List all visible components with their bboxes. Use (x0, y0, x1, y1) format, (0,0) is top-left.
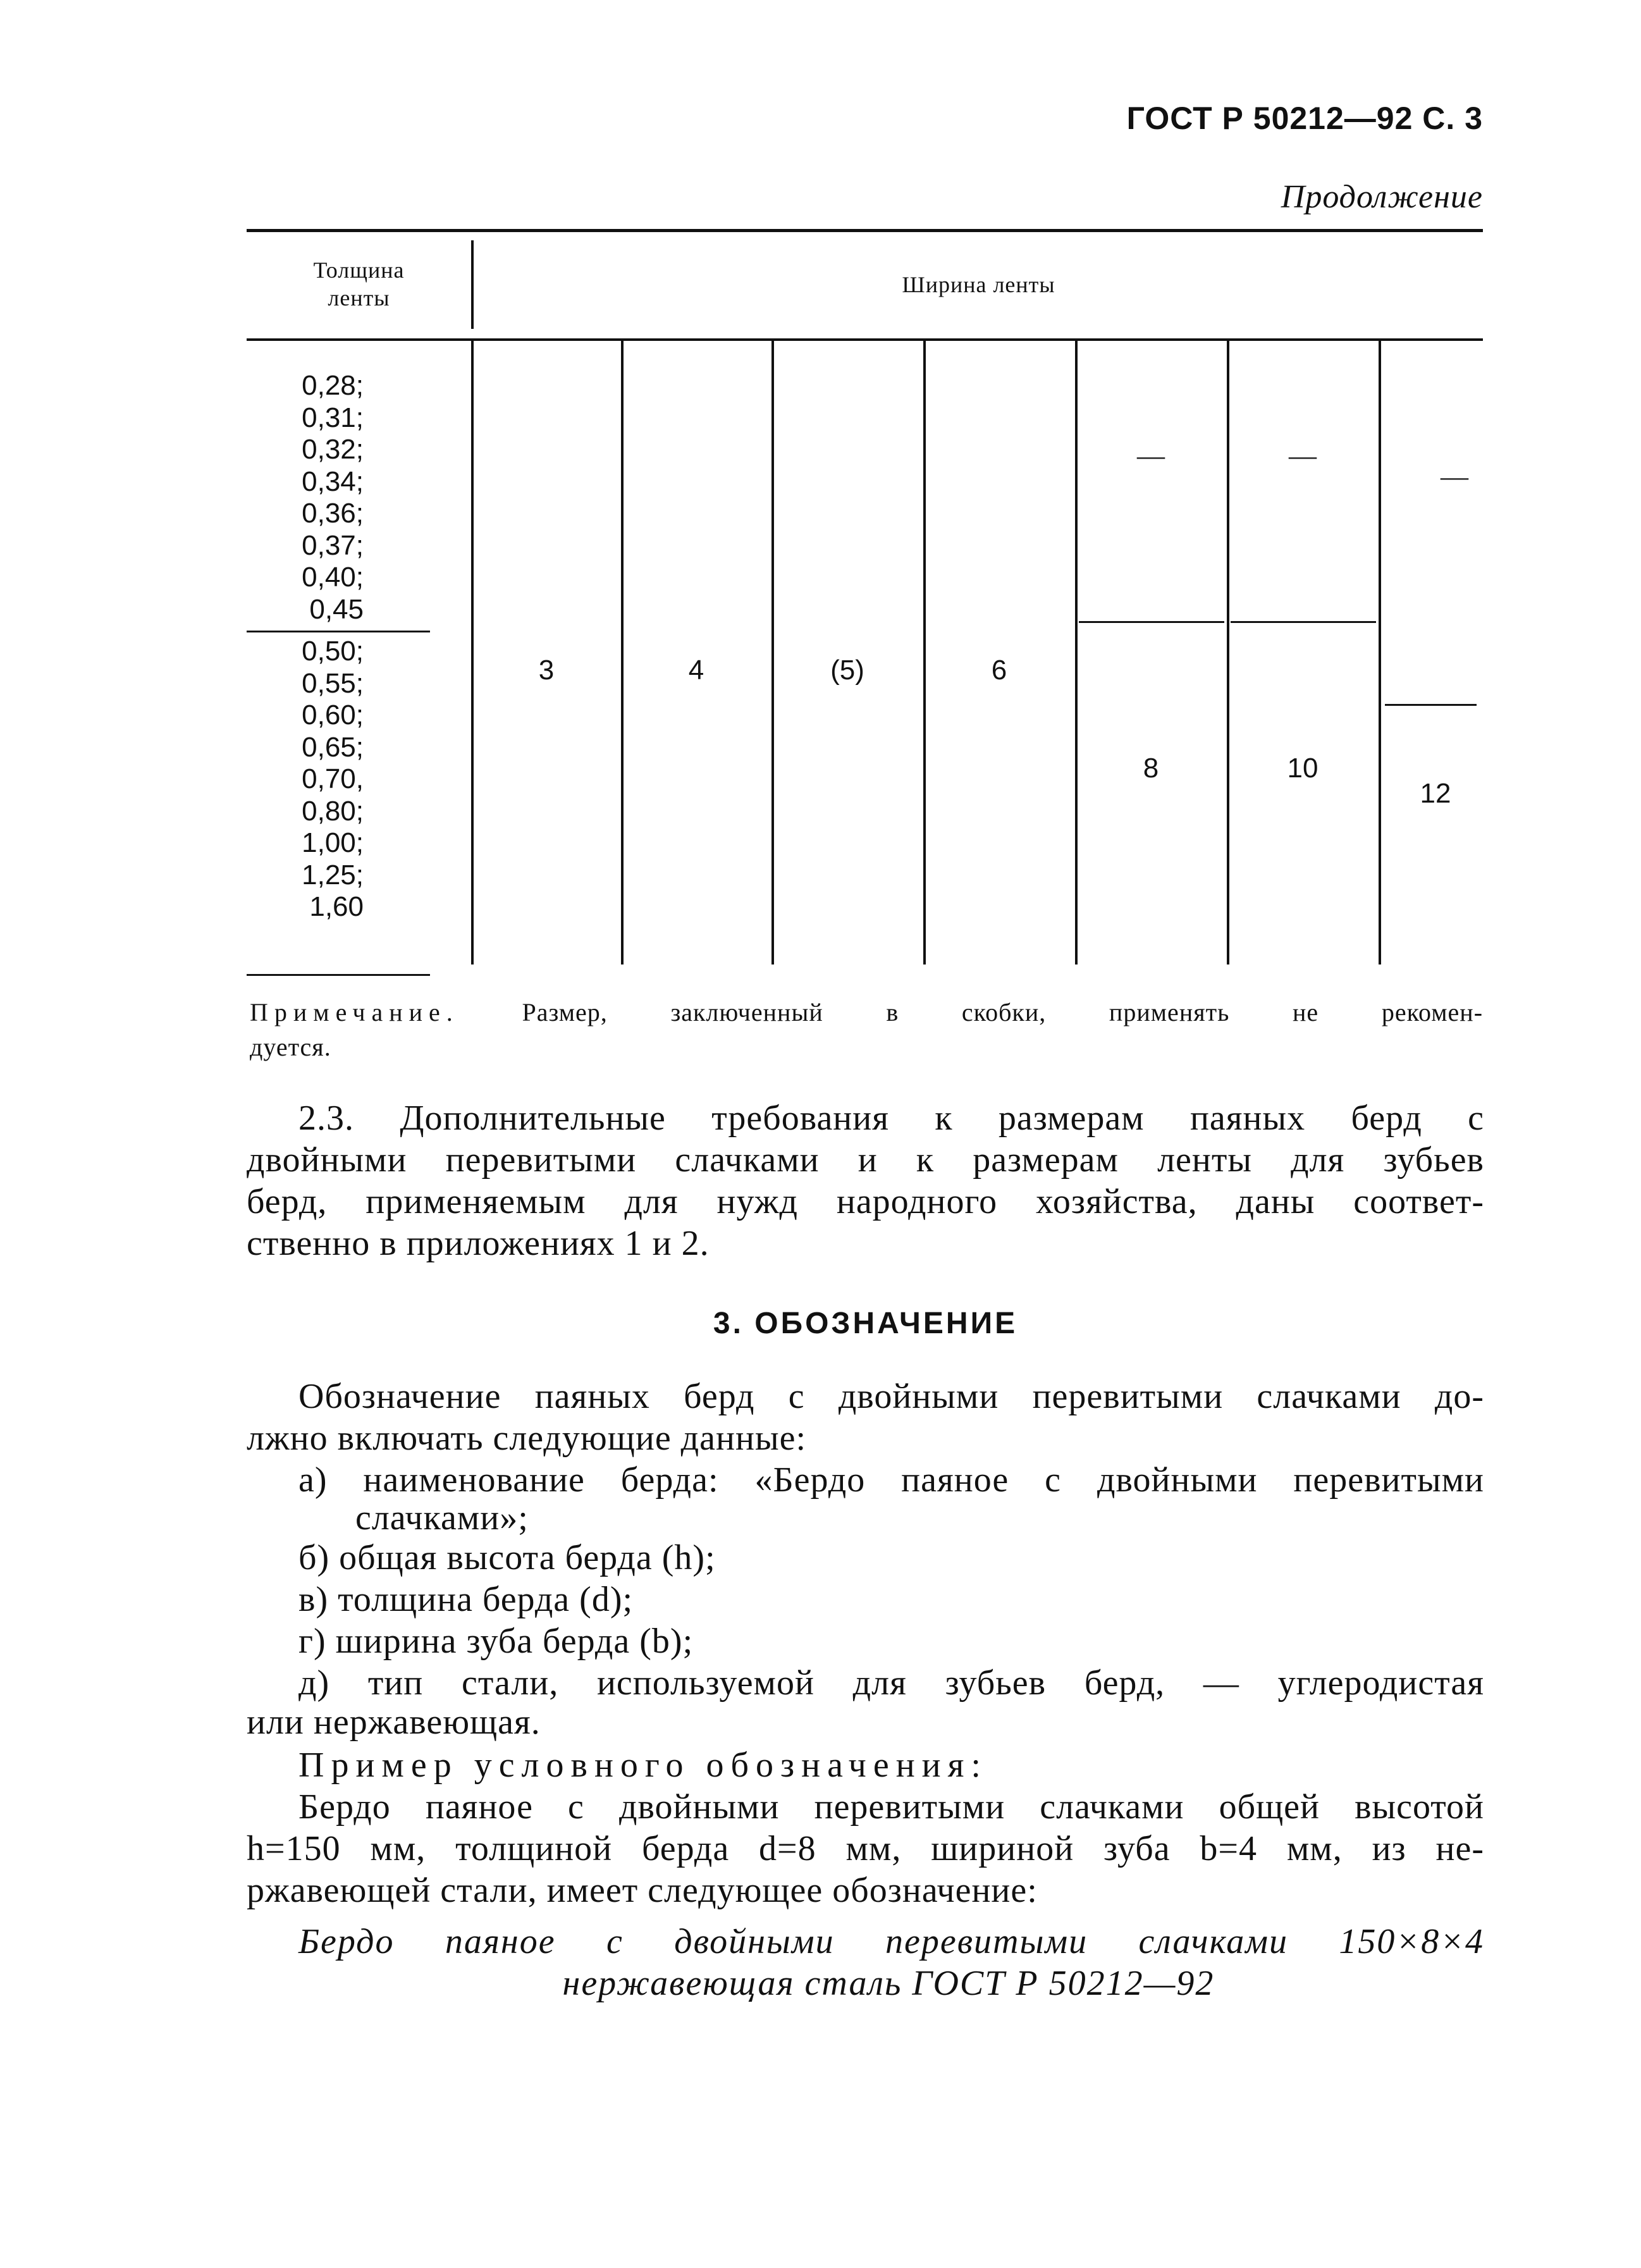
width-value: 6 (991, 655, 1007, 686)
thickness-value: 0,32; (302, 434, 364, 465)
width-value: 8 (1143, 753, 1159, 784)
designation-line-2: нержавеющая сталь ГОСТ Р 50212—92 (562, 1964, 1215, 2003)
col-thickness-header: Толщина ленты (313, 257, 405, 311)
continuation-label: Продолжение (1281, 179, 1483, 215)
intro-line-1: Обозначение паяных берд с двойными перевитыми слачками до- (298, 1377, 1484, 1416)
thickness-value: 0,65; (302, 731, 364, 763)
example-label: Пример условного обозначения: (298, 1746, 988, 1785)
col-width-header: Ширина ленты (902, 272, 1055, 297)
col-line-3 (771, 338, 774, 965)
thickness-value: 1,25; (302, 859, 364, 891)
step-divider-12 (1385, 704, 1477, 706)
thickness-group-divider (247, 631, 430, 632)
width-value: (5) (830, 655, 864, 686)
header-bottom-rule (247, 338, 1483, 341)
header-divider (471, 240, 474, 329)
table-bottom-rule (247, 974, 430, 976)
thickness-value: 0,31; (302, 402, 364, 433)
item-a-line-2: слачками»; (355, 1498, 529, 1538)
item-b: б) общая высота берда (h); (298, 1538, 716, 1577)
col-line-7 (1379, 338, 1381, 965)
col-line-1 (471, 338, 474, 965)
note-text: Размер, заключенный в скобки, применять не рекомен- (522, 998, 1484, 1026)
step-divider-8 (1079, 621, 1224, 623)
thickness-value: 0,36; (302, 498, 364, 529)
para-2-3-line-2: двойными перевитыми слачками и к размерам ленты для зубьев (247, 1140, 1484, 1180)
item-g: г) ширина зуба берда (b); (298, 1622, 694, 1661)
width-value: 4 (688, 655, 704, 686)
thickness-value: 0,70, (302, 763, 364, 794)
table-note (250, 996, 1483, 1029)
intro-line-2: лжно включать следующие данные: (247, 1419, 806, 1458)
col-line-5 (1075, 338, 1078, 965)
width-value: 10 (1287, 753, 1318, 784)
thickness-value: 0,40; (302, 562, 364, 593)
item-d-line-2: или нержавеющая. (247, 1703, 541, 1742)
example-line-1: Бердо паяное с двойными перевитыми слачками общей высотой (298, 1787, 1484, 1827)
item-v: в) толщина берда (d); (298, 1580, 634, 1619)
para-2-3-line-3: берд, применяемым для нужд народного хозяйства, даны соответ- (247, 1182, 1484, 1221)
col-line-4 (923, 338, 926, 965)
thickness-value: 0,28; (302, 370, 364, 401)
thickness-value: 0,60; (302, 700, 364, 730)
page-header: ГОСТ Р 50212—92 С. 3 (1126, 101, 1483, 136)
col-line-2 (621, 338, 624, 965)
para-2-3-line-4: ственно в приложениях 1 и 2. (247, 1224, 710, 1263)
dash-cell: — (1289, 440, 1317, 471)
thickness-group-2 (266, 636, 364, 923)
col-line-6 (1227, 338, 1229, 965)
note-label: Примечание. (250, 998, 459, 1026)
dash-cell: — (1137, 440, 1165, 471)
width-value: 3 (538, 655, 555, 686)
designation-line-1: Бердо паяное с двойными перевитыми слачками 150×8×4 (298, 1922, 1484, 1961)
width-value: 12 (1420, 778, 1451, 809)
thickness-value: 0,80; (302, 795, 364, 827)
thickness-value: 0,55; (302, 667, 364, 699)
item-a-line-1: а) наименование берда: «Бердо паяное с двойными перевитыми (298, 1460, 1484, 1500)
table-note-continued: дуется. (250, 1033, 331, 1061)
thickness-value: 1,60 (309, 891, 364, 922)
example-line-2: h=150 мм, толщиной берда d=8 мм, шириной зуба b=4 мм, из не- (247, 1829, 1484, 1868)
para-2-3-line-1: 2.3. Дополнительные требования к размерам паяных берд с (298, 1099, 1484, 1138)
step-divider-10 (1231, 621, 1376, 623)
item-d-line-1: д) тип стали, используемой для зубьев берд, — углеродистая (298, 1663, 1484, 1703)
table-top-rule (247, 229, 1483, 232)
thickness-value: 0,37; (302, 529, 364, 561)
section-title: 3. ОБОЗНАЧЕНИЕ (713, 1307, 1018, 1340)
thickness-group-1 (266, 370, 364, 626)
example-line-3: ржавеющей стали, имеет следующее обозначение: (247, 1871, 1038, 1910)
dash-cell: — (1441, 461, 1468, 492)
thickness-value: 0,34; (302, 465, 364, 497)
thickness-value: 0,45 (309, 593, 364, 625)
thickness-value: 1,00; (302, 827, 364, 858)
thickness-value: 0,50; (302, 636, 364, 667)
